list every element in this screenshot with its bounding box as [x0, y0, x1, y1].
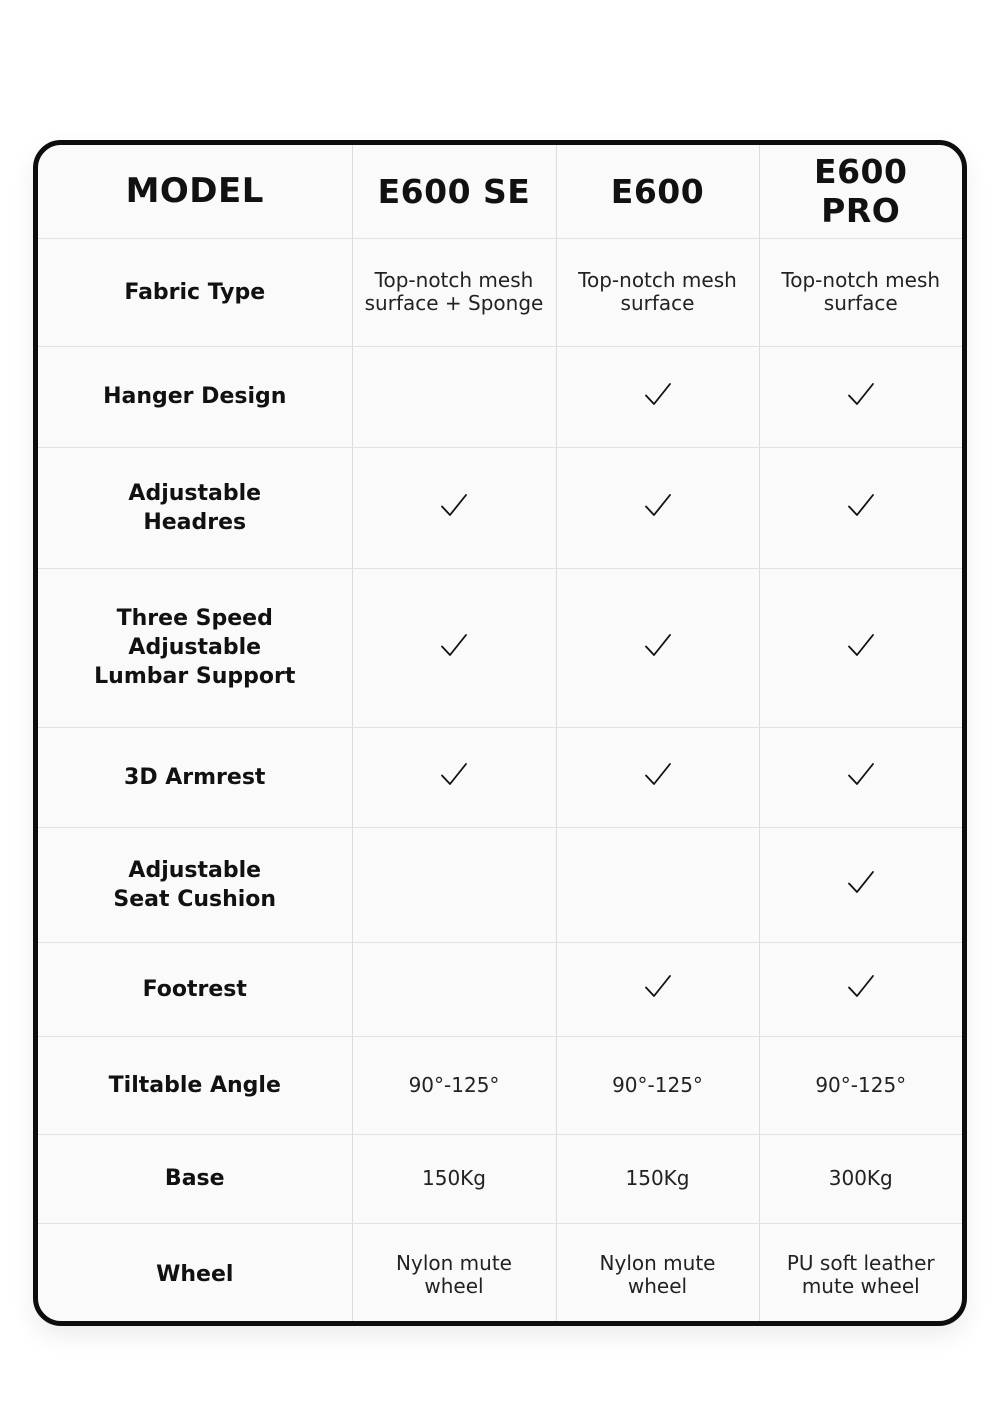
table-row [38, 827, 962, 942]
value-cell [759, 346, 962, 447]
cell-value: Top-notch mesh surface + Sponge [364, 268, 544, 315]
empty-cell [352, 827, 556, 942]
check-icon [846, 631, 876, 661]
header-row [38, 145, 962, 238]
feature-label-cell [38, 1223, 352, 1326]
feature-label: Hanger Design [103, 384, 287, 409]
check-icon [846, 972, 876, 1002]
cell-value: 300Kg [828, 1166, 893, 1190]
value-cell [759, 447, 962, 568]
check-icon [439, 631, 469, 661]
value-cell [556, 568, 759, 727]
feature-label: 3D Armrest [124, 764, 266, 790]
comparison-card [33, 140, 967, 1326]
value-cell [759, 1134, 962, 1223]
feature-label-cell [38, 447, 352, 568]
cell-value: Top-notch mesh surface [781, 268, 941, 315]
feature-label-cell [38, 568, 352, 727]
value-cell [759, 1223, 962, 1326]
value-cell [759, 568, 962, 727]
check-icon [643, 760, 673, 790]
feature-label: Adjustable Headres [128, 480, 262, 535]
cell-value: Top-notch mesh surface [578, 268, 737, 315]
check-icon [846, 760, 876, 790]
check-icon [846, 491, 876, 521]
feature-label: Wheel [156, 1262, 234, 1288]
value-cell [556, 1134, 759, 1223]
model-name-e600-pro: E600 PRO [759, 145, 962, 238]
feature-label: Adjustable Seat Cushion [113, 857, 277, 912]
feature-label-cell [38, 727, 352, 827]
model-column-header: MODEL [38, 145, 352, 238]
feature-label: Footrest [142, 976, 247, 1002]
cell-value: 90°-125° [408, 1072, 500, 1097]
value-cell [759, 1036, 962, 1134]
value-cell [556, 238, 759, 346]
check-icon [439, 760, 469, 790]
table-row [38, 568, 962, 727]
feature-label-cell [38, 238, 352, 346]
table-row [38, 1223, 962, 1326]
cell-value: Nylon mute wheel [599, 1250, 716, 1298]
check-icon [439, 491, 469, 521]
value-cell [352, 238, 556, 346]
value-cell [556, 1036, 759, 1134]
empty-cell [352, 942, 556, 1036]
value-cell [352, 447, 556, 568]
check-icon [643, 380, 673, 410]
cell-value: 150Kg [625, 1166, 690, 1190]
comparison-table [38, 145, 962, 1326]
table-row [38, 1036, 962, 1134]
cell-value: Nylon mute wheel [396, 1250, 512, 1298]
feature-label-cell [38, 346, 352, 447]
table-row [38, 346, 962, 447]
table-body [38, 238, 962, 1326]
table-row [38, 942, 962, 1036]
table-row [38, 1134, 962, 1223]
value-cell [759, 727, 962, 827]
feature-label-cell [38, 1036, 352, 1134]
check-icon [846, 380, 876, 410]
model-name-e600-se: E600 SE [352, 145, 556, 238]
feature-label-cell [38, 1134, 352, 1223]
check-icon [846, 868, 876, 898]
table-row [38, 727, 962, 827]
check-icon [643, 631, 673, 661]
value-cell [352, 568, 556, 727]
feature-label: Tiltable Angle [108, 1072, 281, 1098]
feature-label: Three Speed Adjustable Lumbar Support [94, 606, 296, 689]
value-cell [352, 1134, 556, 1223]
value-cell [556, 1223, 759, 1326]
value-cell [352, 1036, 556, 1134]
value-cell [556, 447, 759, 568]
check-icon [643, 491, 673, 521]
feature-label-cell [38, 827, 352, 942]
value-cell [556, 346, 759, 447]
table-row [38, 447, 962, 568]
value-cell [759, 238, 962, 346]
value-cell [759, 827, 962, 942]
empty-cell [352, 346, 556, 447]
cell-value: 90°-125° [815, 1072, 907, 1097]
cell-value: 90°-125° [612, 1072, 703, 1097]
empty-cell [556, 827, 759, 942]
check-icon [643, 972, 673, 1002]
value-cell [352, 1223, 556, 1326]
table-row [38, 238, 962, 346]
value-cell [556, 942, 759, 1036]
value-cell [759, 942, 962, 1036]
value-cell [352, 727, 556, 827]
feature-label: Base [164, 1166, 225, 1191]
value-cell [556, 727, 759, 827]
cell-value: 150Kg [422, 1166, 486, 1190]
feature-label-cell [38, 942, 352, 1036]
feature-label: Fabric Type [124, 279, 266, 305]
cell-value: PU soft leather mute wheel [786, 1250, 935, 1298]
model-name-e600: E600 [556, 145, 759, 238]
